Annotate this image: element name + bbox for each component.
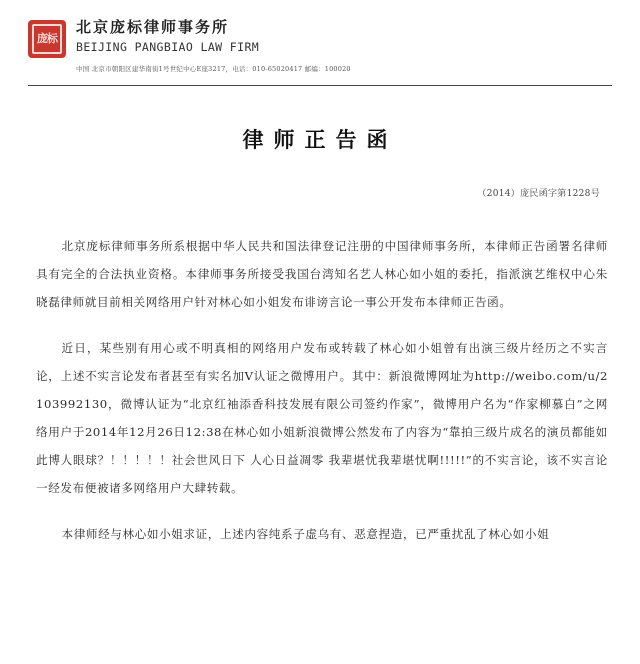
law-firm-seal-logo [28,20,66,58]
letterhead [24,10,616,86]
firm-name-chinese: 北京庞标律师事务所 [76,18,230,36]
paragraph-intro: 北京庞标律师事务所系根据中华人民共和国法律登记注册的中国律师事务所，本律师正告函署名律师具有完全的合法执业资格。本律师事务所接受我国台湾知名艺人林心如小姐的委托，指派演艺维权中心朱晓磊律师就目前相关网络用户针对林心如小姐发布诽谤言论一事公开发布本律师正告函。 [36,239,608,309]
firm-name-english: BEIJING PANGBIAO LAW FIRM [76,40,260,54]
paragraph-facts: 近日，某些别有用心或不明真相的网络用户发布或转载了林心如小姐曾有出演三级片经历之不实言论，上述不实言论发布者甚至有实名加V认证之微博用户。其中：新浪微博网址为http://weibo.com/u/2103992130，微博认证为“北京红袖添香科技发展有限公司签约作家”，微博用户名为“作家柳慕白”之网络用户于2014年12月26日12:38在林心如小姐新浪微博公然发布了内容为“靠拍三级片成名的演员都能如此博人眼球？！！！！！社会世风日下 人心日益凋零 我辈堪忧我辈堪忧啊!!!!!”的不实言论，该不实言论一经发布便被诸多网络用户大肆转载。 [36,341,608,495]
document-body [36,232,608,548]
document-reference-number: （2014）庞民函字第1228号 [477,189,600,199]
firm-address-line: 中国 北京市朝阳区建华南街1号世纪中心E座3217，电话：010-65020417 邮编：100020 [76,65,351,73]
document-title: 律师正告函 [242,127,398,152]
seal-text: 庞标 [32,24,62,54]
letterhead-divider [28,85,612,86]
paragraph-statement: 本律师经与林心如小姐求证，上述内容纯系子虚乌有、恶意捏造，已严重扰乱了林心如小姐 [61,527,550,541]
